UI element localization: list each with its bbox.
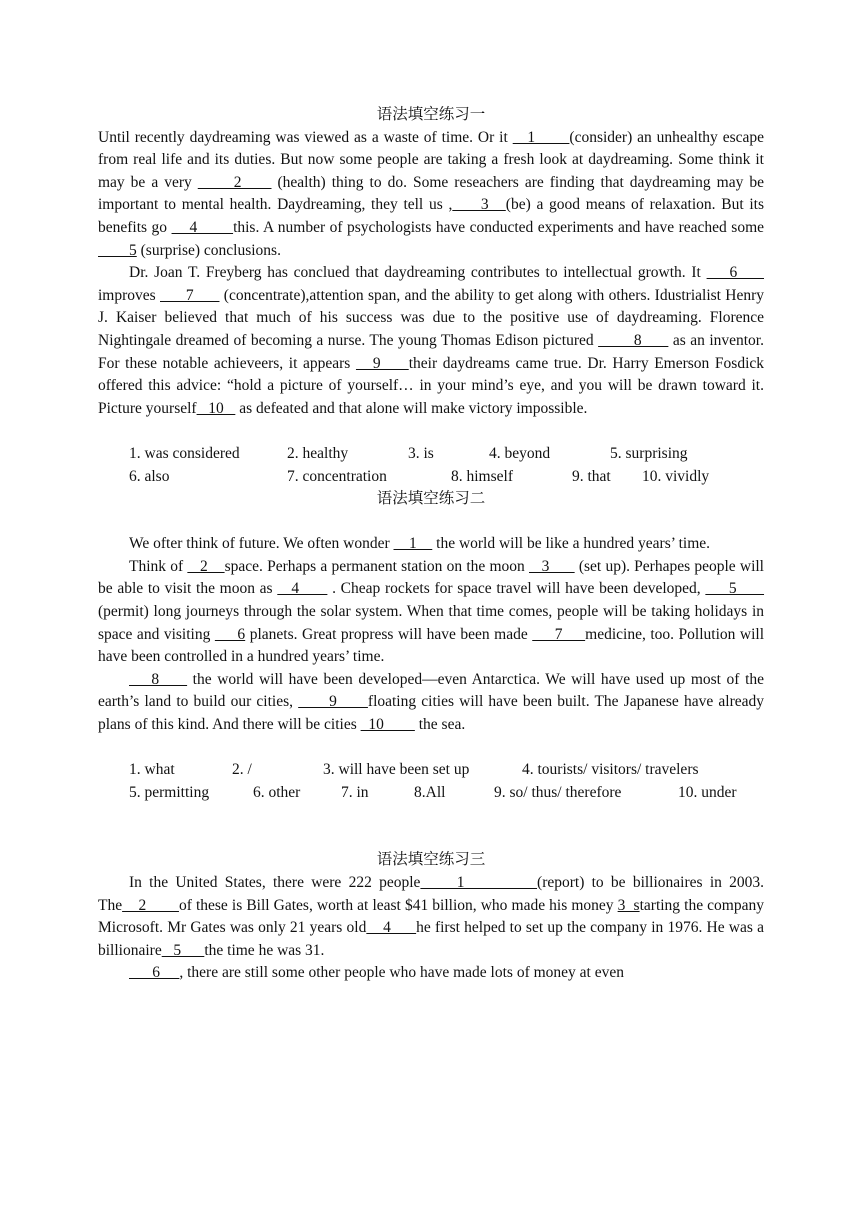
exercise-2-answer-key [98, 759, 764, 804]
answer-blank: 6 [706, 264, 764, 282]
passage-text: he first helped to set up the company in 1976. He was a billionaire [98, 919, 764, 959]
answer-item: 9. that [572, 467, 611, 485]
answer-blank: 1 [512, 128, 570, 146]
passage-text: (set up). Perhapes people will be able to visit the moon as [98, 557, 764, 598]
answer-item: 10. under [678, 783, 737, 801]
answer-blank: 3 [529, 557, 575, 575]
passage-text: (report) to be billionaires in 2003. The [98, 874, 765, 914]
answer-item: 3. will have been set up [323, 761, 470, 779]
answer-item: 8.All [414, 783, 446, 801]
passage-text: as defeated and that alone will make victory impossible. [235, 399, 588, 417]
passage-text: , there are still some other people who have made lots of money at even [179, 964, 624, 982]
answer-blank: 2 [122, 896, 179, 914]
exercise-2-paragraph-1 [98, 533, 764, 556]
passage-text: floating cities will have been built. The Japanese have already plans of this kind. And there will be cities [98, 693, 765, 734]
passage-text: of these is Bill Gates, worth at least $41 billion, who made his money [178, 896, 618, 914]
answer-blank: 4 [171, 218, 234, 236]
passage-text: We ofter think of future. We often wonder [129, 535, 394, 553]
passage-text: as an inventor. For these notable achieveers, it appears [98, 331, 764, 372]
answer-item: 2. / [232, 761, 252, 779]
answer-item: 6. also [129, 467, 170, 485]
passage-text: (health) thing to do. Some reseachers are finding that daydreaming may be important to mental health. Daydreaming, they tell us , [98, 173, 764, 214]
answer-item: 9. so/ thus/ therefore [494, 783, 622, 801]
answer-blank: 10 [196, 399, 236, 417]
exercise-2-paragraph-3 [98, 669, 764, 737]
exercise-1-paragraph-1 [98, 127, 764, 263]
answer-blank: 10 [360, 716, 415, 734]
passage-text: Until recently daydreaming was viewed as a waste of time. Or it [98, 128, 513, 146]
passage-text: (be) a good means of relaxation. But its benefits go [98, 196, 764, 236]
passage-text: In the United States, there were 222 people [129, 874, 421, 891]
exercise-3-title: 语法填空练习三 [376, 851, 486, 869]
answer-item: 1. was considered [129, 444, 240, 462]
exercise-1-title: 语法填空练习一 [376, 106, 486, 123]
answer-blank: 2 [197, 173, 272, 191]
answer-blank: 5 [98, 241, 137, 259]
answer-blank: 5 [161, 941, 205, 959]
answer-item: 2. healthy [287, 444, 349, 462]
passage-text: this. A number of psychologists have conducted experiments and have reached some [233, 218, 764, 236]
answer-blank: 8 [129, 670, 188, 688]
passage-text: improves [98, 286, 160, 304]
answer-blank: 7 [532, 625, 586, 643]
passage-text: the sea. [414, 716, 466, 734]
passage-text: planets. Great propress will have been made [245, 625, 533, 643]
exercise-2-title: 语法填空练习二 [376, 490, 486, 508]
answer-blank: 3 [452, 196, 506, 214]
passage-text: medicine, too. Pollution will have been controlled in a hundred years’ time. [98, 625, 765, 666]
answer-blank: 6 [214, 625, 246, 643]
passage-text: their daydreams came true. Dr. Harry Emerson Fosdick offered this advice: “hold a picture of yourself… in your mind’s eye, and you will be drawn toward it. Picture yourself [98, 354, 765, 417]
exercise-3-paragraph-2 [98, 962, 764, 985]
exercise-1-answer-key [98, 443, 764, 488]
answer-blank: 6 [129, 964, 180, 982]
answer-blank: 5 [705, 580, 765, 598]
passage-text: space. Perhaps a permanent station on the moon [224, 557, 529, 575]
answer-item: 10. vividly [642, 467, 710, 485]
passage-text: (concentrate),attention span, and the ability to get along with others. Idustrialist Henry J. Kaiser believed that much of his success was due to the positive use of daydreaming. Florence Nightingale dreamed of becoming a nurse. The young Thomas Edison pictured [98, 286, 765, 349]
answer-item: 5. permitting [129, 783, 210, 801]
answer-item: 4. beyond [489, 444, 551, 462]
answer-blank: 9 [298, 693, 368, 711]
exercise-3-paragraph-1 [98, 872, 764, 962]
exercise-1-paragraph-2 [98, 262, 764, 420]
answer-item: 5. surprising [610, 444, 688, 462]
answer-item: 4. tourists/ visitors/ travelers [522, 761, 699, 779]
answer-row [98, 759, 764, 782]
answer-blank: 7 [160, 286, 220, 304]
answer-item: 3. is [408, 444, 434, 462]
answer-blank: 8 [598, 331, 669, 349]
answer-item: 6. other [253, 783, 301, 801]
passage-text: the time he was 31. [204, 941, 325, 959]
passage-text: (surprise) conclusions. [136, 241, 281, 259]
passage-text: tarting the company Microsoft. Mr Gates was only 21 years old [98, 896, 764, 937]
answer-item: 8. himself [451, 467, 513, 485]
answer-blank: 2 [187, 557, 225, 575]
answer-blank: 3 s [617, 896, 640, 914]
answer-row [98, 443, 764, 466]
answer-blank: 4 [277, 580, 328, 598]
passage-text: . Cheap rockets for space travel will have been developed, [327, 580, 706, 598]
exercise-2-paragraph-2 [98, 556, 764, 669]
answer-item: 1. what [129, 761, 175, 779]
passage-text: Dr. Joan T. Freyberg has conclued that daydreaming contributes to intellectual growth. It [129, 264, 707, 282]
passage-text: the world will be like a hundred years’ time. [432, 535, 711, 553]
passage-text: (consider) an unhealthy escape from real life and its duties. But now some people are taking a fresh look at daydreaming. Some think it may be a very [98, 128, 764, 191]
passage-text: (permit) long journeys through the solar system. When that time comes, people will be taking holidays in space and visiting [98, 603, 764, 643]
answer-row [98, 782, 764, 805]
answer-blank: 9 [355, 354, 409, 372]
answer-blank: 4 [366, 919, 417, 937]
document-page [98, 104, 764, 985]
answer-blank: 1 [420, 874, 538, 891]
answer-item: 7. in [341, 783, 369, 801]
passage-text: the world will have been developed—even Antarctica. We will have used up most of the earth’s land to build our cities, [98, 670, 765, 711]
answer-item: 7. concentration [287, 467, 387, 485]
passage-text: Think of [129, 557, 188, 575]
answer-row [98, 466, 764, 489]
answer-blank: 1 [393, 535, 433, 553]
